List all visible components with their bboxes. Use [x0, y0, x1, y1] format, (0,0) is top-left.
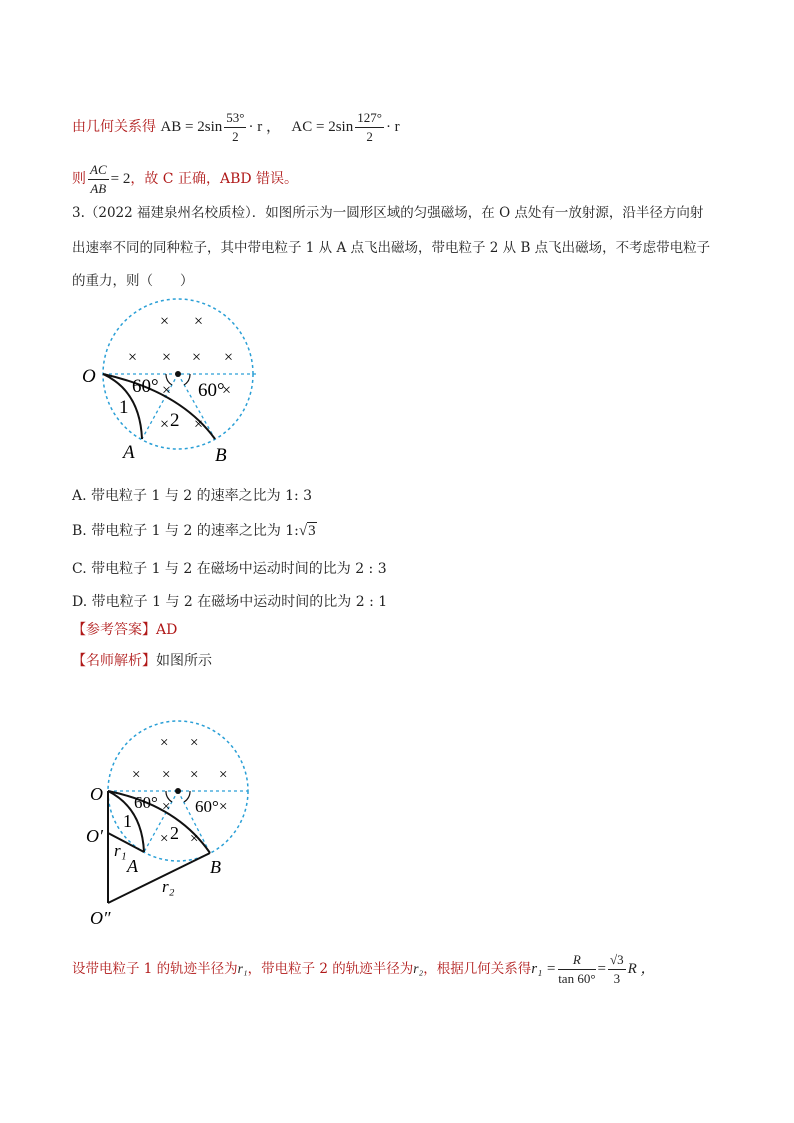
geometry-line	[72, 102, 400, 152]
ac-numerator: 127°	[355, 109, 384, 128]
option-letter: B.	[72, 523, 87, 539]
field-cross: ×	[222, 382, 232, 399]
sqrt-value: 3	[308, 523, 316, 539]
field-cross: ×	[192, 349, 202, 366]
label-angle-right: 60°	[195, 797, 219, 816]
final-r2: r₂	[413, 961, 424, 976]
answer-line	[72, 620, 177, 640]
field-cross: ×	[162, 799, 171, 815]
field-cross: ×	[190, 735, 199, 751]
ab-tail: · r ，	[248, 119, 281, 135]
field-cross: ×	[190, 767, 199, 783]
answer-value: AD	[156, 622, 178, 638]
label-r1: r₁	[114, 841, 127, 860]
option-a[interactable]	[72, 485, 312, 505]
label-trajectory-2: 2	[170, 823, 179, 843]
option-text: 带电粒子 1 与 2 在磁场中运动时间的比为 2 : 3	[91, 561, 387, 577]
angle-arc-right	[184, 791, 190, 802]
final-r1: r₁	[237, 961, 248, 976]
ac-tail: · r	[385, 119, 400, 135]
final-num-2: √3	[608, 951, 626, 970]
center-dot	[175, 788, 181, 794]
ratio-rhs: = 2	[110, 171, 131, 187]
field-cross: ×	[132, 767, 141, 783]
analysis-line	[72, 651, 212, 671]
option-c[interactable]	[72, 558, 387, 578]
ratio-numerator: AC	[88, 161, 109, 180]
final-den-1: tan 60°	[558, 971, 596, 986]
field-cross: ×	[160, 313, 170, 330]
label-o-double-prime: O″	[90, 908, 111, 928]
label-angle-left: 60°	[134, 793, 158, 812]
option-b[interactable]: B. 带电粒子 1 与 2 的速率之比为 1:√3	[72, 523, 316, 539]
field-cross: ×	[194, 313, 204, 330]
ratio-fraction	[88, 161, 109, 198]
final-tail: R ，	[627, 961, 656, 977]
final-den-2: 3	[613, 971, 621, 986]
option-text: 带电粒子 1 与 2 的速率之比为 1: 3	[91, 488, 313, 504]
magnetic-field-figure-2	[82, 720, 267, 935]
question-line-2: 出速率不同的同种粒子，其中带电粒子 1 从 A 点飞出磁场，带电粒子 2 从 B 点飞出磁场，不考虑带电粒子	[72, 240, 711, 256]
magnetic-field-figure-1	[70, 296, 270, 471]
label-o: O	[90, 784, 103, 804]
field-cross: ×	[194, 416, 204, 433]
ac-lhs: AC = 2sin	[291, 119, 354, 135]
radius-r2	[108, 853, 210, 903]
final-text-2: ，带电粒子 2 的轨迹半径为	[247, 961, 414, 977]
answer-tag: 【参考答案】	[72, 622, 156, 638]
final-eq: =	[597, 961, 606, 977]
final-text-3: ，根据几何关系得	[423, 961, 532, 977]
question-line-1: 3.（2022 福建泉州名校质检）．如图所示为一圆形区域的匀强磁场，在 O 点处有一放射源，沿半径方向射	[72, 205, 704, 221]
field-cross: ×	[160, 831, 169, 847]
field-cross: ×	[128, 349, 138, 366]
field-cross: ×	[190, 831, 199, 847]
ac-fraction	[355, 109, 384, 146]
label-b: B	[215, 445, 227, 466]
option-text: 带电粒子 1 与 2 的速率之比为 1:	[91, 523, 299, 539]
option-letter: D.	[72, 594, 88, 610]
field-cross: ×	[160, 735, 169, 751]
label-a: A	[123, 442, 135, 463]
label-angle-right: 60°	[198, 380, 225, 401]
option-letter: C.	[72, 561, 87, 577]
field-cross: ×	[162, 349, 172, 366]
label-o-prime: O′	[86, 826, 103, 846]
geometry-prefix: 由几何关系得	[72, 119, 156, 135]
ab-denominator: 2	[232, 128, 239, 144]
field-cross: ×	[219, 799, 228, 815]
ab-fraction	[224, 109, 246, 146]
center-dot	[175, 371, 181, 377]
field-cross: ×	[219, 767, 228, 783]
analysis-tag: 【名师解析】	[72, 653, 156, 669]
field-cross: ×	[160, 416, 170, 433]
final-lhs: r₁ =	[531, 961, 557, 977]
analysis-value: 如图所示	[156, 653, 212, 669]
option-text: 带电粒子 1 与 2 在磁场中运动时间的比为 2 : 1	[91, 594, 388, 610]
final-text-1: 设带电粒子 1 的轨迹半径为	[72, 961, 238, 977]
final-num-1: R	[558, 951, 595, 970]
ab-lhs: AB = 2sin	[160, 119, 223, 135]
ab-numerator: 53°	[224, 109, 246, 128]
label-angle-left: 60°	[132, 376, 159, 397]
final-fraction-2	[608, 951, 626, 988]
final-fraction-1	[558, 951, 595, 988]
option-letter: A.	[72, 488, 87, 504]
final-line	[72, 946, 656, 992]
label-a: A	[127, 856, 138, 876]
field-cross: ×	[162, 767, 171, 783]
ratio-denominator: AB	[90, 180, 107, 196]
label-b: B	[210, 857, 221, 877]
label-trajectory-1: 1	[123, 811, 132, 831]
angle-arc-right	[184, 374, 190, 385]
label-trajectory-1: 1	[119, 397, 129, 418]
ratio-line	[72, 157, 298, 201]
option-d[interactable]	[72, 591, 387, 611]
ratio-prefix: 则	[72, 171, 86, 187]
question-line-3: 的重力，则（ ）	[72, 273, 194, 289]
field-cross: ×	[162, 382, 172, 399]
ratio-conclusion: ，故 C 正确，ABD 错误。	[130, 171, 299, 187]
label-o: O	[82, 366, 96, 387]
label-r2: r₂	[162, 877, 175, 896]
ac-denominator: 2	[366, 128, 373, 144]
field-cross: ×	[224, 349, 234, 366]
label-trajectory-2: 2	[170, 410, 180, 431]
